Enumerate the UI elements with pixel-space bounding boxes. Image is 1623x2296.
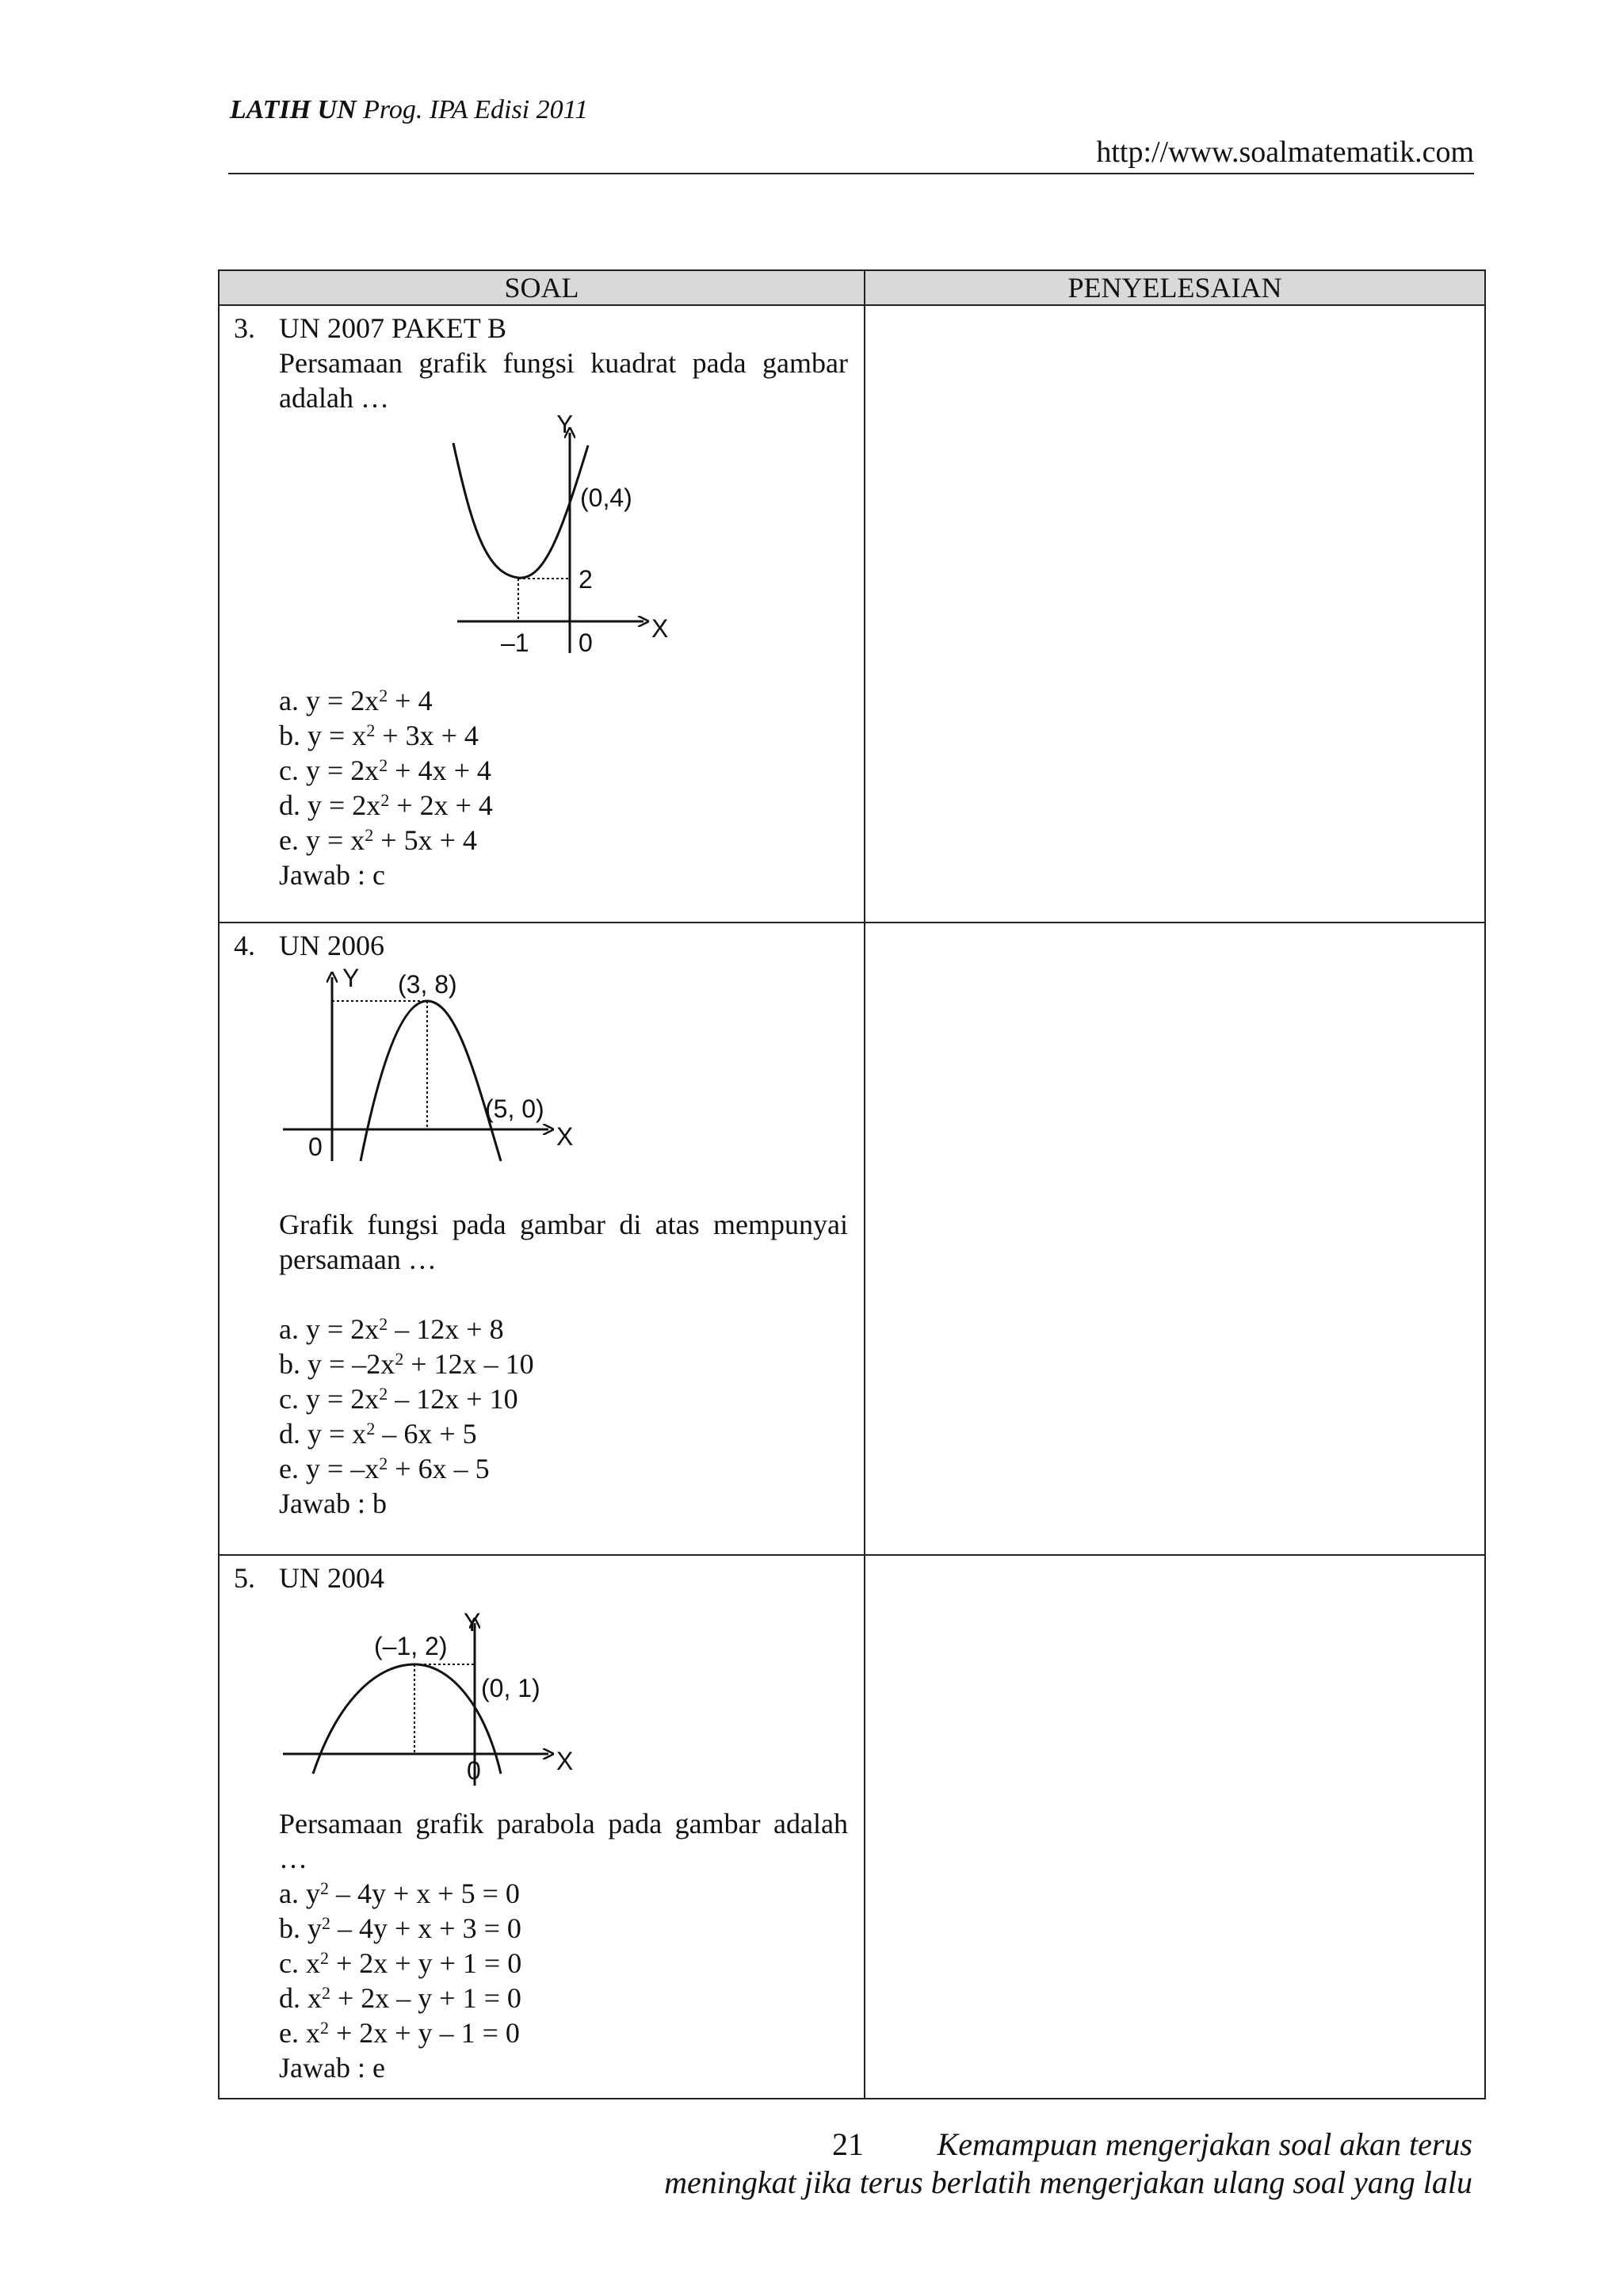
- page-number: 21: [832, 2126, 864, 2162]
- answer-option: e. $y = x^2 + 5x + 4$: [279, 824, 477, 856]
- question-prompt: Persamaan grafik fungsi kuadrat pada gambar adalah …: [279, 347, 848, 414]
- column-header-soal: SOAL: [219, 270, 865, 305]
- question-prompt: Persamaan grafik parabola pada gambar adalah …: [279, 1808, 848, 1874]
- answer-option: b. $y = x^2 + 3x + 4$: [279, 720, 479, 751]
- vertex-label: (–1, 2): [374, 1632, 448, 1660]
- answer-option: a. $y^2 - 4y + x + 5 = 0$: [279, 1878, 520, 1909]
- header-divider: [228, 173, 1474, 174]
- y-axis-label: Y: [556, 415, 574, 438]
- graph-q3: [279, 415, 850, 677]
- answer-option: c. $x^2 + 2x + y + 1 = 0$: [279, 1947, 522, 1979]
- x-tick-label: –1: [501, 628, 529, 657]
- x-axis-label: X: [651, 614, 669, 643]
- parabola-curve: [361, 1001, 501, 1161]
- table-header-row: [219, 270, 1485, 305]
- header-url[interactable]: http://www.soalmatematik.com: [1096, 136, 1474, 169]
- y-axis-label: Y: [342, 964, 360, 992]
- question-number: 3.: [234, 312, 255, 344]
- question-table: [218, 269, 1486, 2099]
- penyelesaian-cell[interactable]: [865, 923, 1485, 1555]
- x-axis-label: X: [556, 1747, 574, 1775]
- soal-cell: [219, 305, 865, 923]
- soal-cell: [219, 923, 865, 1555]
- column-header-penyelesaian: PENYELESAIAN: [865, 270, 1485, 305]
- answer-key: Jawab : b: [279, 1488, 387, 1519]
- intercept-label: (0, 1): [481, 1674, 540, 1702]
- answer-option: c. $y = 2x^2 - 12x + 10$: [279, 1383, 518, 1415]
- question-number: 4.: [234, 930, 255, 961]
- answer-option: e. $y = -x^2 + 6x - 5$: [279, 1453, 490, 1484]
- vertex-label: (3, 8): [398, 970, 457, 999]
- origin-label: 0: [308, 1133, 323, 1161]
- graph-q4: [220, 963, 790, 1177]
- answer-option: d. $y = x^2 - 6x + 5$: [279, 1418, 477, 1450]
- answer-key: Jawab : e: [279, 2052, 385, 2084]
- table-row: [219, 1555, 1485, 2099]
- penyelesaian-cell[interactable]: [865, 305, 1485, 923]
- question-source: UN 2006: [279, 930, 384, 961]
- question-source: UN 2004: [279, 1562, 384, 1594]
- y-axis-label: Y: [464, 1608, 481, 1637]
- header-title-rest: Prog. IPA Edisi 2011: [356, 95, 589, 124]
- answer-option: a. $y = 2x^2 - 12x + 8$: [279, 1313, 504, 1345]
- origin-label: 0: [467, 1756, 481, 1785]
- answer-key: Jawab : c: [279, 859, 385, 891]
- y-tick-label: 2: [579, 565, 593, 594]
- answer-option: a. $y = 2x^2 + 4$: [279, 685, 433, 716]
- origin-label: 0: [579, 628, 593, 657]
- footer-motto-line2: meningkat jika terus berlatih mengerjakan ulang soal yang lalu: [664, 2164, 1472, 2200]
- header-title-bold: LATIH UN: [230, 95, 357, 124]
- soal-cell: [219, 1555, 865, 2099]
- graph-q5: [220, 1595, 790, 1801]
- answer-option: c. $y = 2x^2 + 4x + 4$: [279, 755, 491, 786]
- header-title: [230, 95, 588, 125]
- point-label: (0,4): [580, 483, 632, 512]
- question-source: UN 2007 PAKET B: [279, 312, 507, 344]
- answer-option: e. $x^2 + 2x + y - 1 = 0$: [279, 2017, 520, 2049]
- penyelesaian-cell[interactable]: [865, 1555, 1485, 2099]
- answer-option: d. $y = 2x^2 + 2x + 4$: [279, 789, 493, 821]
- x-axis-label: X: [556, 1122, 574, 1151]
- table-row: [219, 923, 1485, 1555]
- footer-motto-line1: Kemampuan mengerjakan soal akan terus: [937, 2126, 1472, 2162]
- parabola-curve: [453, 443, 588, 578]
- root-label: (5, 0): [485, 1095, 544, 1123]
- table-row: [219, 305, 1485, 923]
- question-number: 5.: [234, 1562, 255, 1594]
- question-prompt: Grafik fungsi pada gambar di atas mempunyai persamaan …: [279, 1209, 848, 1275]
- answer-option: b. $y = -2x^2 + 12x - 10$: [279, 1348, 534, 1380]
- answer-option: d. $x^2 + 2x - y + 1 = 0$: [279, 1982, 521, 2014]
- answer-option: b. $y^2 - 4y + x + 3 = 0$: [279, 1912, 521, 1944]
